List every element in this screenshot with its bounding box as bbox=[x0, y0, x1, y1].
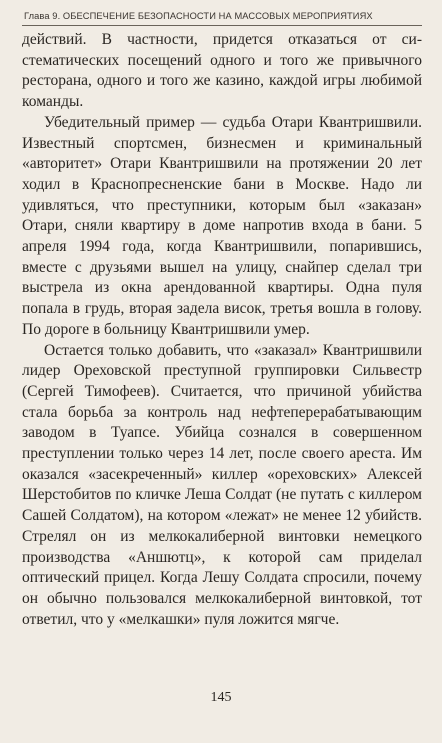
paragraph-3: Остается только добавить, что «заказал» Квантришвили лидер Ореховской преступной группировки Сильвестр (Сергей Тимофеев). Считается, что причиной убийства стала борьба за контроль над нефтеперерабатывающим заводом в Туапсе. Убийца сознался в совершенном преступлении только через 14 лет, после своего ареста. Им оказался «засекреченный» киллер «ореховских» Алексей Шерстобитов по кличке Леша Солдат (не путать с киллером Сашей Солдатом), на котором «лежат» не менее 12 убийств. Стрелял он из мелкокалиберной винтовки немецкого производства «Аншютц», к которой сам приделал оптический прицел. Когда Лешу Солдата спросили, почему он обычно пользовался мелкокалиберной винтовкой, тот ответил, что у «мелкашки» пуля ложится мягче. bbox=[22, 341, 422, 628]
paragraph-1: действий. В частности, придется отказаться от систематических посещений одного и того же привычного ресторана, одного и того же казино, каждой игры любимой команды. bbox=[22, 31, 422, 111]
page-number: 145 bbox=[210, 690, 232, 705]
running-header: Глава 9. ОБЕСПЕЧЕНИЕ БЕЗОПАСНОСТИ НА МАССОВЫХ МЕРОПРИЯТИЯХ bbox=[24, 11, 373, 21]
header-rule bbox=[22, 25, 422, 26]
body-text bbox=[22, 30, 422, 630]
paragraph-2: Убедительный пример — судьба Отари Квантришвили. Известный спортсмен, бизнесмен и криминальный «авторитет» Отари Квантришвили на протяжении 20 лет ходил в Краснопресненские бани в Москве. Надо ли удивляться, что преступники, которым был «заказан» Отари, сняли квартиру в доме напротив входа в бани. 5 апреля 1994 года, когда Квантришвили, попарившись, вместе с друзьями вышел на улицу, снайпер сделал три выстрела из окна арендованной квартиры. Одна пуля попала в грудь, вторая задела висок, третья вошла в голову. По дороге в больницу Квантришвили умер. bbox=[22, 113, 422, 338]
